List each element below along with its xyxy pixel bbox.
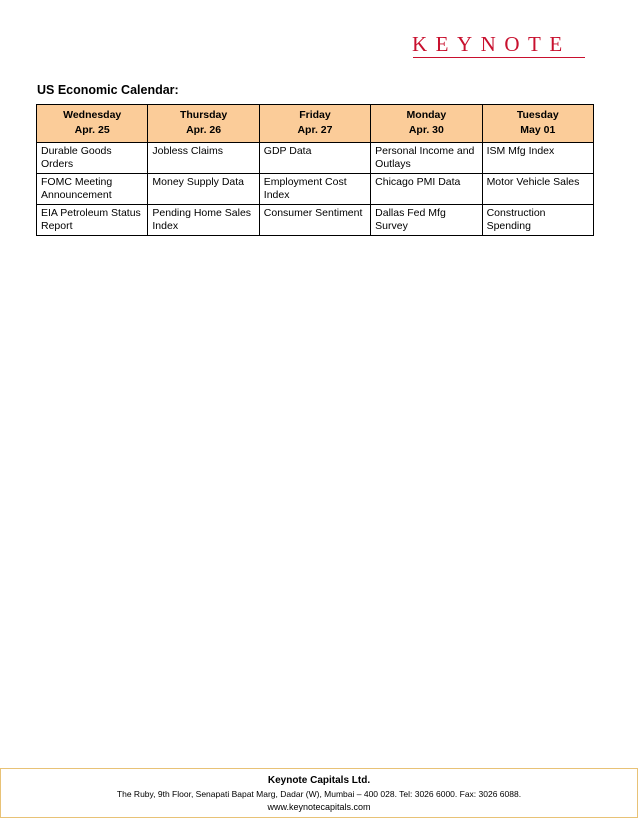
table-cell: Jobless Claims [148, 143, 259, 174]
column-header [37, 105, 148, 143]
table-cell: Construction Spending [482, 205, 593, 236]
table-row [37, 174, 594, 205]
keynote-logo: KEYNOTE [412, 32, 571, 56]
logo-underline [413, 57, 585, 58]
column-date: Apr. 30 [408, 124, 444, 136]
table-cell: Pending Home Sales Index [148, 205, 259, 236]
column-header [371, 105, 482, 143]
table-cell: Durable Goods Orders [37, 143, 148, 174]
footer-website-link[interactable]: www.keynotecapitals.com [267, 802, 371, 812]
table-cell: EIA Petroleum Status Report [37, 205, 148, 236]
column-date: May 01 [520, 124, 556, 136]
page-footer [0, 768, 638, 818]
table-cell: GDP Data [259, 143, 370, 174]
table-cell: ISM Mfg Index [482, 143, 593, 174]
column-date: Apr. 26 [186, 124, 222, 136]
column-date: Apr. 25 [74, 124, 110, 136]
table-cell: Chicago PMI Data [371, 174, 482, 205]
table-cell: Dallas Fed Mfg Survey [371, 205, 482, 236]
section-title: US Economic Calendar: [37, 83, 179, 97]
column-day: Monday [406, 109, 447, 121]
footer-company-name: Keynote Capitals Ltd. [267, 775, 371, 786]
table-cell: Consumer Sentiment [259, 205, 370, 236]
table-cell: FOMC Meeting Announcement [37, 174, 148, 205]
column-day: Thursday [179, 109, 228, 121]
footer-address: The Ruby, 9th Floor, Senapati Bapat Marg, Dadar (W), Mumbai – 400 028. Tel: 3026 6000. Fax: 3026 6088. [116, 789, 522, 799]
table-cell: Personal Income and Outlays [371, 143, 482, 174]
table-cell: Motor Vehicle Sales [482, 174, 593, 205]
economic-calendar-table [36, 104, 594, 236]
column-day: Tuesday [516, 109, 559, 121]
column-header [259, 105, 370, 143]
column-header [148, 105, 259, 143]
column-day: Friday [299, 109, 331, 121]
calendar-header-row [37, 105, 594, 143]
column-day: Wednesday [63, 109, 122, 121]
table-row [37, 205, 594, 236]
table-row [37, 143, 594, 174]
column-header [482, 105, 593, 143]
column-date: Apr. 27 [297, 124, 333, 136]
table-cell: Employment Cost Index [259, 174, 370, 205]
table-cell: Money Supply Data [148, 174, 259, 205]
